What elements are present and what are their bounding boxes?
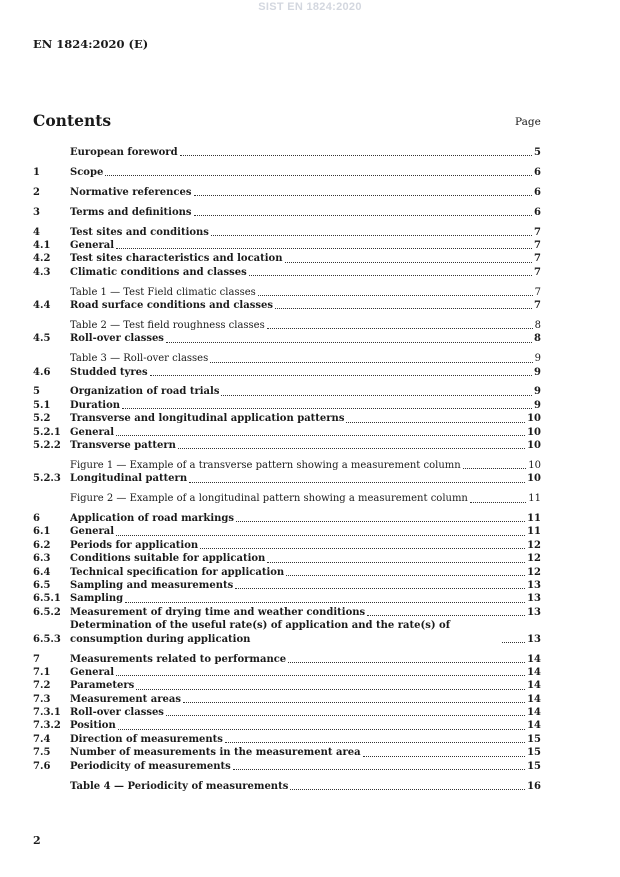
toc-entry-number: 5 (33, 386, 40, 398)
toc-entry-title: General (70, 526, 115, 538)
toc-entry-page: 7 (534, 266, 541, 278)
toc-entry-page: 15 (527, 747, 541, 759)
toc-entry-number: 7.4 (33, 733, 51, 745)
toc-entry[interactable] (33, 706, 541, 719)
toc-entry-page: 9 (534, 399, 541, 411)
toc-entry-number: 5.2.1 (33, 426, 61, 438)
toc-entry-number: 6.5.3 (33, 633, 61, 645)
toc-entry[interactable] (33, 252, 541, 265)
toc-entry-page: 10 (527, 473, 541, 485)
toc-entry-page: 9 (534, 353, 541, 365)
toc-entry[interactable] (33, 552, 541, 565)
toc-leader-dots (105, 174, 532, 176)
toc-leader-dots (189, 481, 525, 483)
toc-entry[interactable] (33, 512, 541, 525)
toc-leader-dots (367, 614, 525, 616)
toc-entry-title: Measurement areas (70, 693, 181, 705)
toc-entry-title: Climatic conditions and classes (70, 266, 247, 278)
toc-entry-page: 10 (527, 426, 541, 438)
toc-entry-page: 7 (534, 286, 541, 298)
toc-entry-number: 4.3 (33, 266, 51, 278)
toc-entry-title: Figure 2 — Example of a longitudinal pattern showing a measurement column (70, 493, 468, 505)
toc-entry[interactable] (33, 385, 541, 398)
toc-entry-number: 6.1 (33, 526, 51, 538)
watermark: SIST EN 1824:2020 (258, 1, 362, 13)
toc-entry-title: Longitudinal pattern (70, 473, 188, 485)
toc-entry-title: Application of road markings (70, 513, 235, 525)
toc-entry-number: 6.3 (33, 553, 51, 565)
toc-leader-dots (502, 641, 525, 643)
toc-entry-page: 10 (527, 440, 541, 452)
toc-entry-page: 5 (534, 146, 541, 158)
toc-entry-number: 7.3.1 (33, 707, 61, 719)
toc-entry-number: 6.5.2 (33, 606, 61, 618)
toc-leader-dots (221, 394, 532, 396)
toc-leader-dots (116, 674, 525, 676)
toc-entry[interactable] (33, 459, 541, 472)
toc-entry[interactable] (33, 352, 541, 365)
toc-leader-dots (194, 194, 533, 196)
toc-leader-dots (136, 688, 525, 690)
toc-entry-number: 4.5 (33, 333, 51, 345)
toc-entry-title: Table 1 — Test Field climatic classes (70, 286, 256, 298)
toc-entry-title: Table 3 — Roll-over classes (70, 353, 209, 365)
toc-entry-page: 6 (534, 186, 541, 198)
toc-leader-dots (233, 768, 525, 770)
toc-entry-title: Measurements related to performance (70, 653, 287, 665)
toc-leader-dots (275, 307, 532, 309)
toc-entry-number: 1 (33, 166, 40, 178)
toc-entry-title: General (70, 426, 115, 438)
page-number: 2 (33, 834, 41, 847)
toc-entry[interactable] (33, 146, 541, 159)
toc-entry-title: Number of measurements in the measurement area (70, 747, 361, 759)
toc-leader-dots (363, 755, 525, 757)
toc-leader-dots (235, 587, 525, 589)
toc-entry-page: 14 (527, 707, 541, 719)
toc-leader-dots (210, 361, 532, 363)
toc-entry[interactable] (33, 366, 541, 379)
toc-entry-page: 15 (527, 760, 541, 772)
toc-entry-page: 6 (534, 206, 541, 218)
toc-entry-page: 10 (528, 459, 541, 471)
toc-entry-title: Conditions suitable for application (70, 553, 266, 565)
toc-entry[interactable] (33, 426, 541, 439)
toc-entry[interactable] (33, 679, 541, 692)
toc-leader-dots (288, 661, 525, 663)
toc-entry[interactable] (33, 780, 541, 793)
table-of-contents (33, 146, 541, 793)
toc-entry-page: 14 (527, 653, 541, 665)
toc-entry-page: 12 (527, 566, 541, 578)
toc-entry-title: Organization of road trials (70, 386, 220, 398)
toc-entry[interactable] (33, 412, 541, 425)
toc-entry[interactable] (33, 606, 541, 619)
toc-entry[interactable] (33, 332, 541, 345)
toc-leader-dots (463, 467, 527, 469)
document-id: EN 1824:2020 (E) (33, 37, 149, 51)
toc-entry-number: 4.4 (33, 300, 51, 311)
toc-entry[interactable] (33, 592, 541, 605)
toc-entry[interactable] (33, 166, 541, 179)
toc-entry[interactable] (33, 525, 541, 538)
toc-entry[interactable] (33, 492, 541, 505)
toc-leader-dots (200, 547, 525, 549)
toc-entry-page: 8 (534, 333, 541, 345)
toc-entry-title: Periodicity of measurements (70, 760, 231, 772)
toc-entry-page: 12 (527, 539, 541, 551)
toc-entry[interactable] (33, 319, 541, 332)
toc-entry-title: General (70, 239, 115, 251)
toc-entry-page: 7 (534, 226, 541, 238)
contents-title: Contents (33, 111, 112, 130)
toc-entry-page: 15 (527, 733, 541, 745)
toc-entry-number: 5.1 (33, 399, 51, 411)
toc-leader-dots (180, 154, 532, 156)
toc-entry-number: 7.6 (33, 760, 51, 772)
toc-entry-title: Roll-over classes (70, 333, 164, 345)
toc-entry-page: 7 (534, 300, 541, 311)
toc-entry-number: 5.2.2 (33, 440, 61, 452)
toc-leader-dots (236, 520, 525, 522)
toc-leader-dots (267, 561, 525, 563)
toc-entry-number: 6.5 (33, 580, 51, 592)
toc-entry-number: 4.1 (33, 239, 51, 251)
toc-leader-dots (183, 701, 525, 703)
toc-entry-number: 6.5.1 (33, 593, 61, 605)
toc-entry-title: Studded tyres (70, 366, 148, 378)
toc-entry-title: Road surface conditions and classes (70, 300, 273, 311)
toc-leader-dots (166, 341, 532, 343)
toc-entry-title: European foreword (70, 146, 178, 158)
toc-entry-title: Sampling (70, 593, 124, 605)
toc-entry-title: Roll-over classes (70, 707, 164, 719)
toc-leader-dots (267, 327, 533, 329)
toc-entry-page: 9 (534, 386, 541, 398)
toc-entry-title: Determination of the useful rate(s) of application and the rate(s) of consumption during application (70, 620, 451, 645)
toc-entry-title: Table 2 — Test field roughness classes (70, 319, 265, 331)
toc-entry-number: 2 (33, 186, 40, 198)
toc-entry-title: Parameters (70, 680, 135, 692)
toc-entry-number: 6.2 (33, 539, 51, 551)
toc-entry-title: Position (70, 720, 116, 732)
toc-entry-page: 13 (527, 633, 541, 645)
toc-entry-title: Periods for application (70, 539, 199, 551)
toc-entry-page: 9 (534, 366, 541, 378)
toc-entry-number: 4.2 (33, 253, 51, 265)
toc-leader-dots (116, 434, 525, 436)
toc-leader-dots (150, 374, 532, 376)
toc-entry-page: 13 (527, 593, 541, 605)
toc-leader-dots (122, 407, 532, 409)
toc-entry-page: 6 (534, 166, 541, 178)
toc-entry[interactable] (33, 733, 541, 746)
toc-entry-page: 13 (527, 580, 541, 592)
toc-entry-page: 7 (534, 239, 541, 251)
toc-entry-title: Technical specification for application (70, 566, 285, 578)
toc-entry-page: 11 (528, 493, 541, 505)
toc-entry-number: 7.3 (33, 693, 51, 705)
toc-entry-number: 3 (33, 206, 40, 218)
toc-entry-number: 6 (33, 513, 40, 525)
toc-entry[interactable] (33, 299, 541, 312)
toc-leader-dots (346, 421, 525, 423)
toc-entry[interactable] (33, 666, 541, 679)
toc-entry[interactable] (33, 746, 541, 759)
toc-entry[interactable] (33, 579, 541, 592)
toc-entry-title: Figure 1 — Example of a transverse pattern showing a measurement column (70, 459, 461, 471)
toc-entry-title: Transverse and longitudinal application patterns (70, 413, 345, 425)
toc-entry-title: Measurement of drying time and weather conditions (70, 606, 366, 618)
toc-entry-page: 16 (527, 780, 541, 792)
toc-leader-dots (249, 274, 532, 276)
toc-entry-number: 5.2.3 (33, 473, 61, 485)
toc-entry-page: 14 (527, 693, 541, 705)
toc-entry-title: Direction of measurements (70, 733, 223, 745)
toc-leader-dots (285, 261, 533, 263)
toc-leader-dots (116, 247, 532, 249)
toc-entry-title: Test sites and conditions (70, 226, 209, 238)
toc-entry[interactable] (33, 472, 541, 485)
toc-entry-title: Table 4 — Periodicity of measurements (70, 780, 289, 792)
toc-leader-dots (286, 574, 525, 576)
toc-entry-number: 4.6 (33, 366, 51, 378)
toc-entry-page: 14 (527, 680, 541, 692)
toc-entry[interactable] (33, 226, 541, 239)
toc-leader-dots (194, 214, 533, 216)
toc-entry[interactable] (33, 186, 541, 199)
toc-entry-title: Terms and definitions (70, 206, 192, 218)
toc-entry[interactable] (33, 566, 541, 579)
toc-entry-title: Transverse pattern (70, 440, 176, 452)
toc-entry[interactable] (33, 439, 541, 452)
toc-entry-page: 8 (534, 319, 541, 331)
toc-entry-title: Normative references (70, 186, 192, 198)
toc-entry-page: 13 (527, 606, 541, 618)
toc-leader-dots (225, 741, 525, 743)
toc-entry[interactable] (33, 399, 541, 412)
toc-entry-page: 7 (534, 253, 541, 265)
toc-entry-title: Test sites characteristics and location (70, 253, 283, 265)
toc-entry[interactable] (33, 206, 541, 219)
toc-entry[interactable] (33, 539, 541, 552)
toc-entry-number: 5.2 (33, 413, 51, 425)
toc-entry-number: 7 (33, 653, 40, 665)
toc-entry[interactable] (33, 760, 541, 773)
toc-leader-dots (118, 728, 525, 730)
toc-entry-title: Sampling and measurements (70, 580, 234, 592)
toc-leader-dots (258, 294, 533, 296)
toc-entry-title: Scope (70, 166, 104, 178)
page-column-label: Page (515, 116, 541, 128)
toc-entry[interactable] (33, 239, 541, 252)
toc-leader-dots (211, 234, 532, 236)
toc-entry[interactable] (33, 286, 541, 299)
toc-entry[interactable] (33, 719, 541, 732)
toc-entry-title: Duration (70, 399, 121, 411)
toc-entry-number: 4 (33, 226, 40, 238)
toc-leader-dots (166, 714, 525, 716)
toc-entry-number: 7.5 (33, 747, 51, 759)
toc-leader-dots (125, 601, 525, 603)
toc-entry-number: 7.1 (33, 666, 51, 678)
toc-leader-dots (178, 447, 525, 449)
toc-entry-page: 14 (527, 666, 541, 678)
toc-entry[interactable] (33, 653, 541, 666)
toc-entry[interactable] (33, 693, 541, 706)
toc-entry-page: 11 (527, 526, 541, 538)
toc-entry-number: 7.2 (33, 680, 51, 692)
toc-entry-title: General (70, 666, 115, 678)
toc-entry-page: 10 (527, 413, 541, 425)
toc-entry-page: 11 (527, 513, 541, 525)
toc-entry-number: 7.3.2 (33, 720, 61, 732)
toc-entry[interactable] (33, 619, 541, 646)
toc-leader-dots (470, 501, 526, 503)
toc-entry-number: 6.4 (33, 566, 51, 578)
toc-entry[interactable] (33, 266, 541, 279)
toc-leader-dots (116, 534, 525, 536)
toc-leader-dots (290, 788, 525, 790)
toc-entry-page: 12 (527, 553, 541, 565)
toc-entry-page: 14 (527, 720, 541, 732)
